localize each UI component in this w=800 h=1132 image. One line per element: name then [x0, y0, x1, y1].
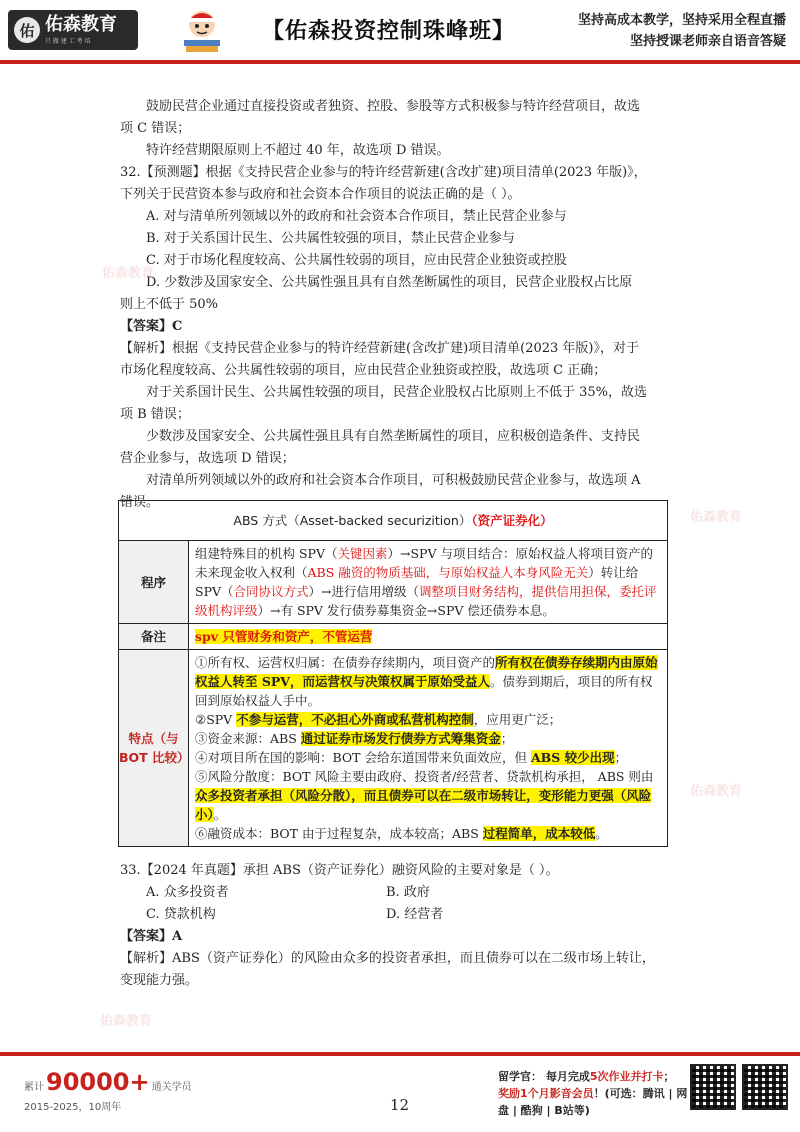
question-33-option-b: B. 政府: [386, 885, 430, 900]
note-text: [189, 624, 668, 650]
text-run: 。: [595, 826, 608, 841]
text-run: ！(可选：腾讯 | 网盘 | 酷狗 | B站等): [498, 1087, 688, 1117]
row-label-features: [119, 650, 189, 847]
question-32-explanation: 对清单所列领域以外的政府和社会资本合作项目，可积极鼓励民营企业参与，故选项 A: [146, 473, 641, 488]
table-row: [119, 541, 668, 624]
question-33-stem: 33.【2024 年真题】承担 ABS（资产证券化）融资风险的主要对象是（ ）。: [120, 863, 559, 878]
feature-item: [195, 748, 661, 767]
question-33-options-row: [120, 904, 680, 926]
question-32-stem: 下列关于民营资本参与政府和社会资本合作项目的说法正确的是（ ）。: [120, 187, 521, 202]
question-32-option-d: D. 少数涉及国家安全、公共属性强且具有自然垄断属性的项目，民营企业股权占比原: [146, 275, 633, 290]
page-header: [0, 0, 800, 62]
text-run: ⑥融资成本：BOT 由于过程复杂，成本较高；ABS: [195, 826, 483, 841]
question-32-option-b: B. 对于关系国计民生、公共属性较强的项目，禁止民营企业参与: [146, 231, 515, 246]
text-run: ）→进行信用增级（: [308, 584, 420, 599]
page-title: 【佑森投资控制珠峰班】: [262, 19, 516, 44]
logo-text: 佑森教育: [45, 13, 117, 35]
question-32-explanation: 项 B 错误；: [120, 407, 190, 422]
table-title-main: ABS 方式（Asset-backed securizition）: [233, 513, 472, 528]
header-divider: [0, 60, 800, 64]
text-run: ）→SPV 与项目结合：原始权益人将项目资产的未来现金收入权利（: [195, 546, 653, 580]
text-run-red: ABS 融资的物质基础，与原始权益人本身风险无关: [307, 565, 589, 580]
text-run: 。债券到期后，项目的所有权回到原始权益人手中。: [195, 674, 653, 708]
prev-explanation-line: 项 C 错误；: [120, 121, 191, 136]
note-highlight: spv 只管财务和资产，不管运营: [195, 629, 373, 644]
anniversary-text: 2015-2025，10周年: [24, 1102, 122, 1113]
text-run: ③资金来源：ABS: [195, 731, 301, 746]
count-suffix: 通关学员: [151, 1082, 192, 1093]
text-highlight: ABS 较少出现: [530, 750, 615, 765]
text-run: ）→有 SPV 发行债券募集资金→SPV 偿还债券本息。: [257, 603, 555, 618]
footer-divider: [0, 1052, 800, 1056]
promo-line: [498, 1068, 688, 1085]
table-title-highlight: （资产证券化）: [471, 513, 553, 528]
question-32-option-d: 则上不低于 50%: [120, 297, 219, 312]
text-run: ，应用更广泛；: [473, 712, 562, 727]
slogan-line-1: 坚持高成本教学，坚持采用全程直播: [577, 13, 786, 28]
text-run: 留学官： 每月完成: [498, 1070, 590, 1083]
question-33-options-row: [120, 882, 680, 904]
question-32-explanation: 对于关系国计民生、公共属性较强的项目，民营企业股权占比原则上不低于 35%，故选: [146, 385, 648, 400]
text-run: ；: [500, 731, 514, 746]
text-run-red: 调整项目财务结构，提供信用担保，委托评级机构评级: [195, 584, 657, 618]
mascot-icon: [178, 4, 226, 56]
logo-subtext: 只 做 建 工 考 培: [45, 37, 91, 45]
question-32-option-a: A. 对与清单所列领域以外的政府和社会资本合作项目，禁止民营企业参与: [146, 209, 567, 224]
watermark-logo-icon: 佑森教育: [102, 266, 155, 281]
watermark-logo-icon: 佑森教育: [100, 1014, 153, 1029]
prev-explanation-line: 特许经营期限原则上不超过 40 年，故选项 D 错误。: [146, 143, 450, 158]
text-run: ⑤风险分散度：BOT 风险主要由政府、投资者/经营者、贷款机构承担， ABS 则由: [195, 769, 654, 784]
text-highlight: 所有权在债券存续期内由原始权益人转至 SPV，而运营权与决策权属于原始受益人: [195, 655, 658, 689]
qr-code-icon[interactable]: [690, 1064, 736, 1110]
text-highlight: 不参与运营，不必担心外商或私营机构控制: [236, 712, 474, 727]
watermark-logo-icon: 佑森教育: [690, 784, 743, 799]
text-highlight: 过程简单，成本较低: [482, 826, 596, 841]
text-highlight: 众多投资者承担（风险分散），而且债券可以在二级市场转让，变形能力更强（风险小）: [195, 788, 652, 822]
count-number: 90000+: [46, 1068, 150, 1096]
feature-item: [195, 824, 661, 843]
question-32-answer: 【答案】C: [120, 319, 183, 334]
procedure-text: [189, 541, 668, 624]
question-32-explanation: 市场化程度较高、公共属性较弱的项目，应由民营企业独资或控股，故选项 C 正确；: [120, 363, 607, 378]
text-run: ）转让给 SPV（: [195, 565, 639, 599]
question-33-answer: 【答案】A: [120, 929, 183, 944]
text-run: 。: [213, 807, 227, 822]
text-highlight: 通过证券市场发行债券方式筹集资金: [300, 731, 501, 746]
table-row: [119, 624, 668, 650]
promo-line: [498, 1085, 688, 1119]
footer-stats: [24, 1068, 192, 1113]
slogan-line-2: 坚持授课老师亲自语音答疑: [629, 34, 786, 49]
text-run-red: 5次作业并打卡: [589, 1070, 664, 1083]
feature-item: [195, 729, 661, 748]
question-33-option-d: D. 经营者: [386, 907, 444, 922]
question-33-explanation: 变现能力强。: [120, 973, 199, 988]
abs-summary-table: [118, 500, 668, 847]
qr-code-icon[interactable]: [742, 1064, 788, 1110]
label-line: BOT 比较）: [119, 750, 190, 765]
table-title: [119, 501, 668, 541]
question-33-option-a: A. 众多投资者: [146, 885, 229, 900]
header-slogan: [578, 10, 786, 52]
text-run-red: 奖励1个月影音会员: [498, 1087, 594, 1100]
table-row: [119, 650, 668, 847]
label-line: 特点（与: [128, 731, 179, 746]
question-32-explanation: 错误。: [120, 495, 160, 510]
page-number: 12: [390, 1096, 410, 1114]
feature-item: [195, 767, 661, 824]
row-label-note: 备注: [119, 624, 189, 650]
table-row: [119, 501, 668, 541]
question-32-option-c: C. 对于市场化程度较高、公共属性较弱的项目，应由民营企业独资或控股: [146, 253, 567, 268]
main-content: [120, 96, 680, 514]
text-run: ②SPV: [195, 712, 237, 727]
text-run-red: 关键因素: [337, 546, 388, 561]
question-32-explanation: 营企业参与，故选项 D 错误；: [120, 451, 295, 466]
feature-item: [195, 653, 661, 710]
text-run-red: 合同协议方式: [233, 584, 309, 599]
text-run: 组建特殊目的机构 SPV（: [195, 546, 338, 561]
question-32-stem: 32.【预测题】根据《支持民营企业参与的特许经营新建(含改扩建)项目清单(2023 年版)》，: [120, 165, 647, 180]
logo-mark-icon: 佑: [14, 17, 40, 43]
prev-explanation-line: 鼓励民营企业通过直接投资或者独资、控股、参股等方式积极参与特许经营项目，故选: [146, 99, 641, 114]
feature-item: [195, 710, 661, 729]
watermark-logo-icon: 佑森教育: [690, 510, 743, 525]
brand-logo: [8, 10, 138, 50]
question-33-block: [120, 860, 680, 992]
question-32-explanation: 【解析】根据《支持民营企业参与的特许经营新建(含改扩建)项目清单(2023 年版)》，对于: [120, 341, 640, 356]
question-33-option-c: C. 贷款机构: [146, 907, 216, 922]
row-label-procedure: 程序: [119, 541, 189, 624]
question-33-explanation: 【解析】ABS（资产证券化）的风险由众多的投资者承担，而且债券可以在二级市场上转让，: [120, 951, 655, 966]
features-text: [189, 650, 668, 847]
question-32-explanation: 少数涉及国家安全、公共属性强且具有自然垄断属性的项目，应积极创造条件、支持民: [146, 429, 641, 444]
text-run: ；: [614, 750, 628, 765]
text-run: ④对项目所在国的影响：BOT 会给东道国带来负面效应，但: [195, 750, 531, 765]
text-run: ；: [663, 1070, 675, 1083]
count-prefix: 累计: [24, 1082, 44, 1093]
text-run: ①所有权、运营权归属：在债券存续期内，项目资产的: [195, 655, 496, 670]
student-count: [24, 1068, 192, 1096]
footer-promo: [498, 1068, 688, 1119]
